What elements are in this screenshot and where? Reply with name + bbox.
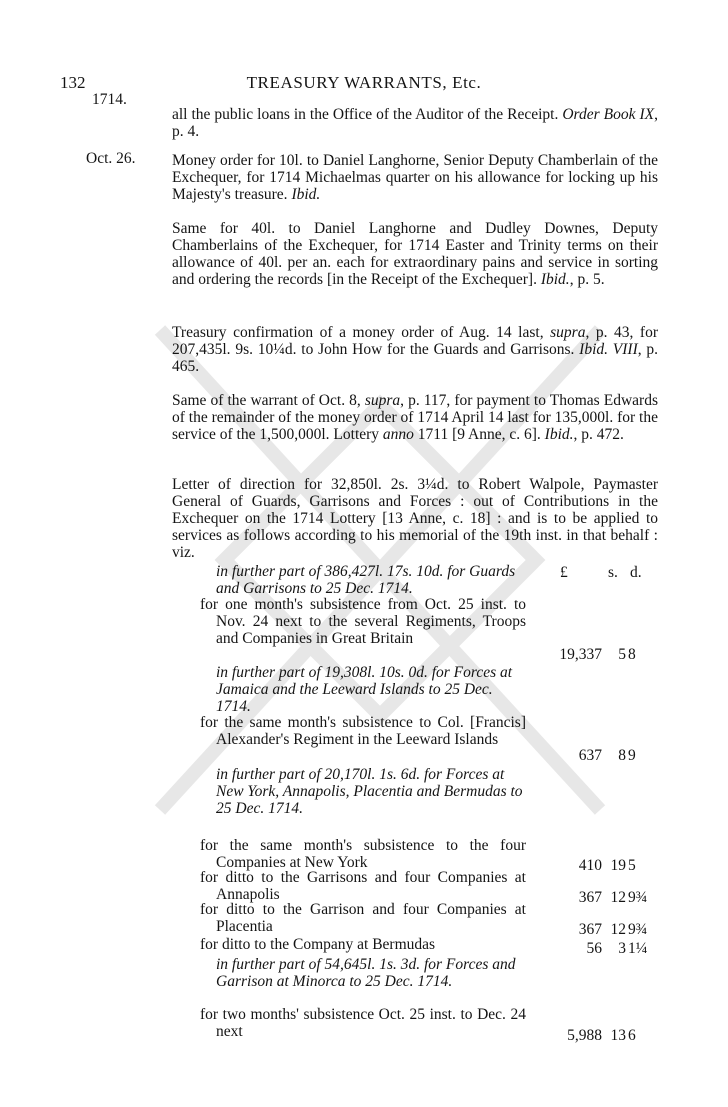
ledger-item	[200, 901, 526, 935]
ledger-item-text: for one month's subsistence from Oct. 25 inst. to Nov. 24 next to the several Regiments, Troops and Companies in Great Britain	[200, 596, 526, 647]
ledger-item	[200, 837, 526, 871]
ledger-amount-pounds: 19,337	[559, 646, 602, 663]
ledger-amount-pence: 9¾	[628, 921, 648, 938]
ledger-amount-shillings: 8	[618, 747, 626, 764]
ledger-item-text: for ditto to the Garrisons and four Companies at Annapolis	[200, 869, 526, 903]
ledger-item	[200, 936, 526, 953]
ledger-amount-shillings: 12	[610, 889, 626, 906]
ledger-subheading: in further part of 19,308l. 10s. 0d. for Forces at Jamaica and the Leeward Islands to 25 Dec. 1714.	[216, 664, 513, 715]
paragraph-continuation: all the public loans in the Office of the Auditor of the Receipt. Order Book IX, p. 4.	[172, 106, 659, 140]
ledger-item	[200, 869, 526, 903]
column-shillings: s.	[608, 564, 618, 581]
ledger-amount-pence: 8	[628, 646, 636, 663]
column-pence: d.	[630, 564, 642, 581]
ledger-amount-shillings: 13	[610, 1027, 626, 1044]
ledger-amount-pounds: 5,988	[567, 1027, 602, 1044]
ledger-item	[200, 596, 526, 647]
ledger-amount-pence: 9¾	[628, 889, 648, 906]
page-number: 132	[60, 73, 86, 92]
ledger-amount-pounds: 410	[578, 857, 602, 874]
ledger-amount-pence: 5	[628, 857, 636, 874]
ledger-subheading: in further part of 386,427l. 17s. 10d. for Guards and Garrisons to 25 Dec. 1714.	[216, 563, 516, 597]
ledger-subheading: in further part of 20,170l. 1s. 6d. for Forces at New York, Annapolis, Placentia and Bermudas to 25 Dec. 1714.	[216, 766, 523, 817]
ledger-amount-shillings: 12	[610, 921, 626, 938]
ledger-item	[200, 1006, 526, 1040]
ledger-amount-pence: 1¼	[628, 940, 648, 957]
ledger-item-text: for the same month's subsistence to the four Companies at New York	[200, 837, 526, 871]
ledger-amount-pence: 9	[628, 747, 636, 764]
paragraph-warrant: Same of the warrant of Oct. 8, supra, p. 117, for payment to Thomas Edwards of the remainder of the money order of 1714 April 14 last for 135,000l. for the service of the 1,500,000l. Lottery anno 1711 [9 Anne, c. 6]. Ibid., p. 472.	[172, 392, 658, 443]
running-title: TREASURY WARRANTS, Etc.	[246, 73, 482, 92]
ledger-item-text: for the same month's subsistence to Col. [Francis] Alexander's Regiment in the Leeward Islands	[200, 714, 526, 748]
ledger-amount-pence: 6	[628, 1027, 636, 1044]
ledger-amount-pounds: 367	[578, 889, 602, 906]
paragraph-letter-of-direction: Letter of direction for 32,850l. 2s. 3¼d. to Robert Walpole, Paymaster General of Guards, Garrisons and Forces : out of Contributions in the Exchequer on the 1714 Lottery [13 Anne, c. 18] : and is to be applied to services as follows according to his memorial of the 19th inst. in that behalf : viz.	[172, 476, 658, 561]
paragraph-money-order: Money order for 10l. to Daniel Langhorne, Senior Deputy Chamberlain of the Exchequer, for 1714 Michaelmas quarter on his allowance for locking up his Majesty's treasure. Ibid.	[172, 152, 658, 203]
ledger-item-text: for two months' subsistence Oct. 25 inst. to Dec. 24 next	[200, 1006, 526, 1040]
column-pounds: £	[560, 564, 568, 581]
ledger-amount-pounds: 367	[578, 921, 602, 938]
ledger-amount-shillings: 19	[610, 857, 626, 874]
margin-year: 1714.	[92, 91, 127, 108]
paragraph-same-order: Same for 40l. to Daniel Langhorne and Dudley Downes, Deputy Chamberlains of the Exchequer, for 1714 Easter and Trinity terms on their allowance of 40l. per an. each for extraordinary pains and service in sorting and ordering the records [in the Receipt of the Exchequer]. Ibid., p. 5.	[172, 220, 658, 288]
ledger-item-text: for ditto to the Garrison and four Companies at Placentia	[200, 901, 526, 935]
ledger-item	[200, 714, 526, 748]
ledger-item-text: for ditto to the Company at Bermudas	[200, 936, 436, 953]
ledger-amount-shillings: 5	[618, 646, 626, 663]
paragraph-treasury-confirmation: Treasury confirmation of a money order of Aug. 14 last, supra, p. 43, for 207,435l. 9s. 10¼d. to John How for the Guards and Garrisons. Ibid. VIII, p. 465.	[172, 324, 658, 375]
margin-date: Oct. 26.	[86, 150, 136, 167]
ledger-amount-shillings: 3	[618, 940, 626, 957]
ledger-subheading: in further part of 54,645l. 1s. 3d. for Forces and Garrison at Minorca to 25 Dec. 1714.	[216, 956, 516, 990]
ledger-amount-pounds: 56	[586, 940, 602, 957]
ledger-amount-pounds: 637	[578, 747, 602, 764]
